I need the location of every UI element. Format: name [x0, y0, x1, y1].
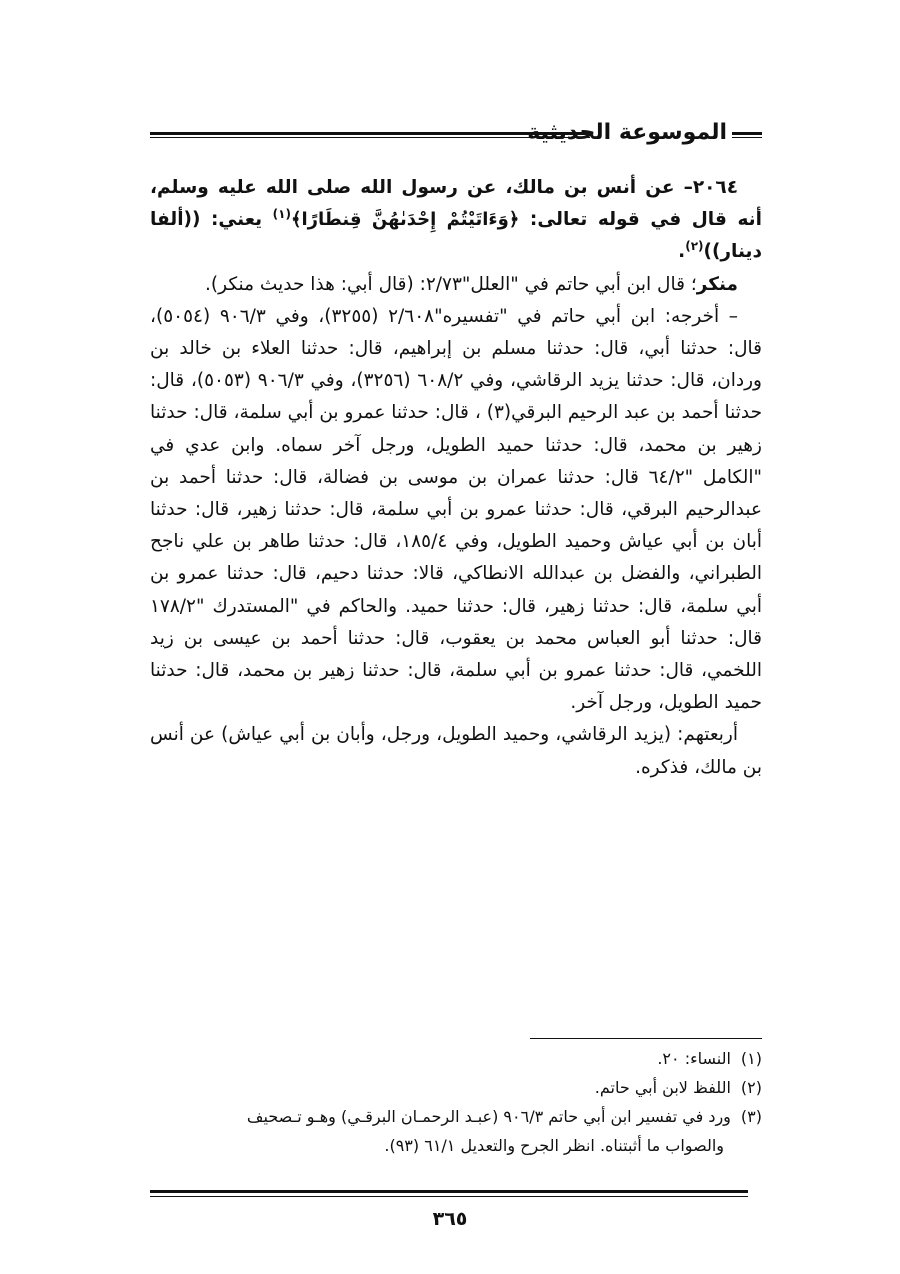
grade-paragraph [150, 269, 762, 301]
footnote-1 [150, 1044, 762, 1073]
grade-label: منكر [696, 273, 738, 295]
footnote-3-continuation: والصواب ما أثبتناه. انظر الجرح والتعديل ٦١/١ (٩٣). [384, 1136, 724, 1155]
footnote-ref-2[interactable]: (٢) [685, 239, 704, 254]
hadith-line-2-lead: قال في قوله تعالى: [519, 209, 727, 231]
bottom-rule [150, 1190, 748, 1197]
quran-verse: ﴿وَءَاتَيْتُمْ إِحْدَىٰهُنَّ قِنطَارًا﴾ [290, 209, 520, 231]
header-rule-right [732, 132, 762, 138]
footnote-text: ورد في تفسير ابن أبي حاتم ٩٠٦/٣ (عبـد الرحمـان البرقـي) وهـو تـصحيف [246, 1107, 731, 1126]
footnotes [150, 1044, 762, 1160]
footnote-text: النساء: ٢٠. [657, 1049, 731, 1068]
footnote-number: (٢) [740, 1078, 762, 1097]
footnote-text: اللفظ لابن أبي حاتم. [594, 1078, 731, 1097]
footnote-number: (٣) [740, 1107, 762, 1126]
grade-text: ؛ قال ابن أبي حاتم في "العلل"٢/٧٣: (قال أبي: هذا حديث منكر). [205, 273, 697, 295]
hadith-period: . [678, 241, 686, 263]
hadith-line-2-tail: يعني: ((ألفا دينار)) [150, 209, 762, 263]
header-title: الموسوعة الحديثية [519, 120, 727, 145]
footnote-3 [150, 1102, 762, 1131]
summary-paragraph: أربعتهم: (يزيد الرقاشي، وحميد الطويل، ورجل، وأبان بن أبي عياش) عن أنس بن مالك، فذكره. [150, 724, 762, 778]
page-number: ٣٦٥ [432, 1208, 468, 1230]
footnote-2 [150, 1073, 762, 1102]
running-header [150, 118, 762, 154]
main-text [150, 172, 762, 784]
footnote-number: (١) [740, 1049, 762, 1068]
footnote-ref-1[interactable]: (١) [272, 207, 291, 222]
hadith-text [150, 172, 762, 269]
takhrij-part-1: – أخرجه: ابن أبي حاتم في "تفسيره"٢/٦٠٨ (٣٢٥٥)، وفي ٩٠٦/٣ (٥٠٥٤)، قال: حدثنا أبي، قال: حدثنا مسلم بن إبراهيم، قال: حدثنا العلاء بن خالد بن وردان، قال: حدثنا يزيد الرقاشي، وفي ٦٠٨/٢ (٣٢٥٦)، وفي ٩٠٦/٣ (٥٠٥٣)، قال: حدثنا أحمد بن عبد الرحيم البرقي [150, 305, 763, 424]
header-rule-left [150, 132, 590, 138]
hadith-line-1: ٢٠٦٤– عن أنس بن مالك، عن رسول الله صلى الله عليه وسلم، أنه [150, 177, 762, 231]
footnote-ref-3[interactable]: (٣) [486, 402, 512, 424]
takhrij-part-2: ، قال: حدثنا عمرو بن أبي سلمة، قال: حدثنا زهير بن محمد، قال: حدثنا حميد الطويل، ورجل آخر سماه. وابن عدي في "الكامل "٦٤/٢ قال: حدثنا عمران بن موسى بن فضالة، قال: حدثنا أحمد بن عبدالرحيم البرقي، قال: حدثنا عمرو بن أبي سلمة، قال: حدثنا زهير، قال: حدثنا أبان بن أبي عياش وحميد الطويل، وفي ١٨٥/٤، قال: حدثنا طاهر بن علي ناجح الطبراني، والفضل بن عبدالله الانطاكي، قالا: حدثنا دحيم، قال: حدثنا عمرو بن أبي سلمة، قال: حدثنا زهير، قال: حدثنا حميد. والحاكم في "المستدرك "١٧٨/٢ قال: حدثنا أبو العباس محمد بن يعقوب، قال: حدثنا أحمد بن عيسى بن زيد اللخمي، قال: حدثنا عمرو بن أبي سلمة، قال: حدثنا زهير بن محمد، قال: حدثنا حميد الطويل، ورجل آخر. [150, 402, 763, 714]
takhrij-paragraph [150, 301, 762, 720]
footnote-separator [530, 1038, 762, 1039]
